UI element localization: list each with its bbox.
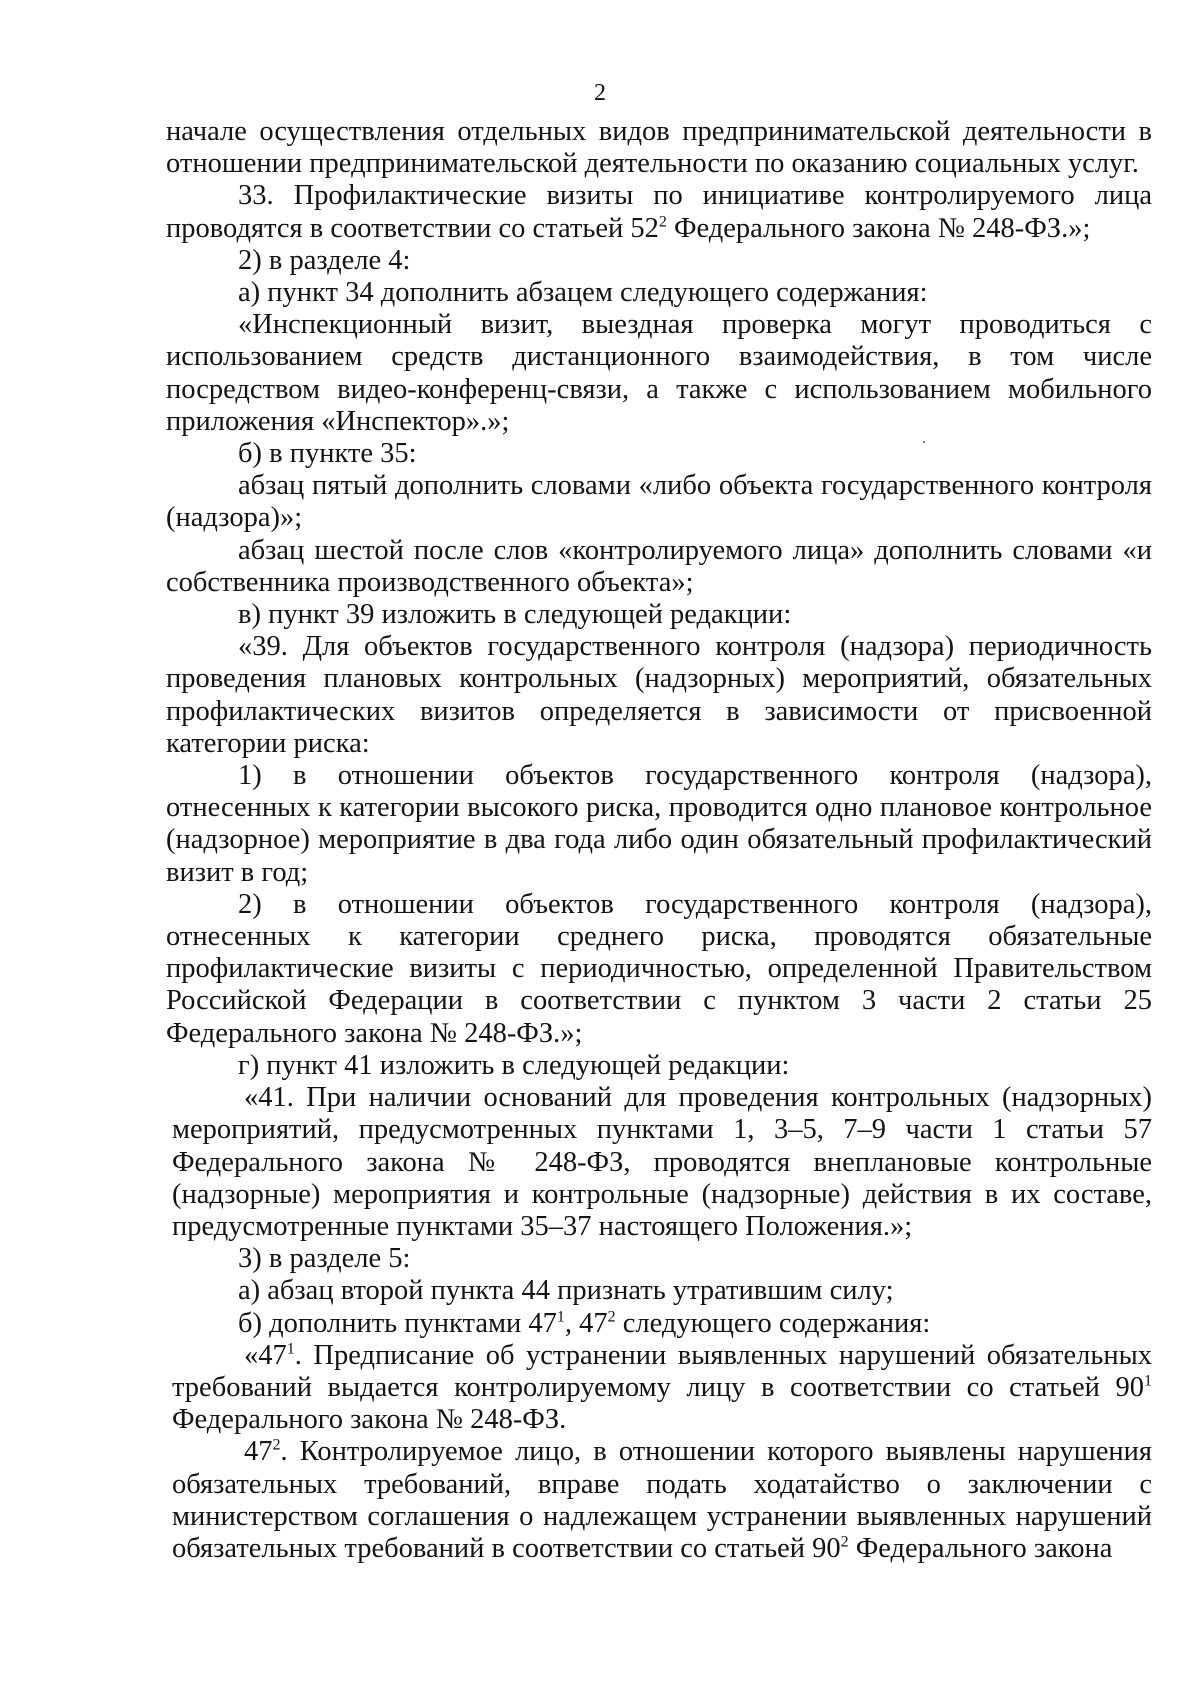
text-run: 47 [244, 1436, 273, 1468]
paragraph-item-41: г) пункт 41 изложить в следующей редакции: [238, 1049, 790, 1081]
paragraph-abzac-6: абзац шестой после слов «контролируемого лица» дополнить словами «и собственника производственного объекта»; [166, 534, 1152, 598]
superscript: 2 [607, 1308, 616, 1326]
text-run: , 47 [564, 1307, 608, 1339]
superscript: 2 [840, 1533, 849, 1551]
text-run: следующего содержания: [615, 1307, 931, 1339]
text-run: 33. Профилактические визиты по инициативе контролируемого лица проводятся в соответствии со статьей 52 [166, 180, 1152, 244]
paragraph-item-33 [166, 180, 1152, 244]
document-body [166, 116, 1152, 1565]
text-run: б) дополнить пунктами 47 [238, 1307, 557, 1339]
paragraph-quote-39: «39. Для объектов государственного контроля (надзора) периодичность проведения плановых контрольных (надзорных) мероприятий, обязательных профилактических визитов определяется в зависимости от присвоенной категории риска: [166, 631, 1152, 759]
paragraph-quote-47-2 [166, 1436, 1152, 1565]
text-run: . Предписание об устранении выявленных нарушений обязательных требований выдается контролируемому лицу в соответствии со статьей 90 [172, 1339, 1152, 1403]
paragraph-item-35: б) в пункте 35: [238, 438, 417, 470]
superscript: 1 [556, 1308, 565, 1326]
paragraph-add-47 [166, 1308, 1152, 1340]
superscript: 2 [658, 213, 667, 231]
text-run: Федерального закона № 248-ФЗ.»; [666, 212, 1091, 244]
text-run: . Контролируемое лицо, в отношении которого выявлены нарушения обязательных требований, вправе подать ходатайство о заключении с министерством соглашения о надлежащем устранении выявленных нарушений обязательных требований в соответствии со статьей 90 [172, 1436, 1152, 1564]
paragraph-item-39: в) пункт 39 изложить в следующей редакции: [238, 599, 792, 631]
paragraph-section-4: 2) в разделе 4: [238, 244, 411, 276]
page-number: 2 [594, 80, 606, 106]
scan-speck [923, 441, 925, 443]
paragraph-subitem-1: 1) в отношении объектов государственного контроля (надзора), отнесенных к категории высокого риска, проводится одно плановое контрольное (надзорное) мероприятие в два года либо один обязательный профилактический визит в год; [166, 760, 1152, 888]
paragraph-quote-41: «41. При наличии оснований для проведения контрольных (надзорных) мероприятий, предусмотренных пунктами 1, 3–5, 7–9 части 1 статьи 57 Федерального закона № 248-ФЗ, проводятся внеплановые контрольные (надзорные) мероприятия и контрольные (надзорные) действия в их составе, предусмотренные пунктами 35–37 настоящего Положения.»; [172, 1082, 1152, 1242]
paragraph-item-34: а) пункт 34 дополнить абзацем следующего содержания: [238, 277, 928, 309]
text-run: «47 [244, 1339, 287, 1371]
superscript: 1 [1144, 1372, 1152, 1390]
paragraph-item-44: а) абзац второй пункта 44 признать утратившим силу; [238, 1275, 894, 1307]
text-run: Федерального закона № 248-ФЗ. [172, 1404, 567, 1436]
paragraph-subitem-2: 2) в отношении объектов государственного контроля (надзора), отнесенных к категории среднего риска, проводятся обязательные профилактические визиты с периодичностью, определенной Правительством Российской Федерации в соответствии с пунктом 3 части 2 статьи 25 Федерального закона № 248-ФЗ.»; [166, 888, 1152, 1049]
paragraph-section-5: 3) в разделе 5: [238, 1243, 411, 1275]
paragraph-abzac-5: абзац пятый дополнить словами «либо объекта государственного контроля (надзора)»; [166, 470, 1152, 534]
superscript: 2 [272, 1436, 281, 1454]
text-run: Федерального закона [848, 1532, 1113, 1564]
superscript: 1 [286, 1340, 295, 1358]
paragraph-quote-inspection: «Инспекционный визит, выездная проверка могут проводиться с использованием средств дистанционного взаимодействия, в том числе посредством видео-конференц-связи, а также с использованием мобильного приложения «Инспектор».»; [166, 309, 1152, 437]
paragraph-continuation: начале осуществления отдельных видов предпринимательской деятельности в отношении предпринимательской деятельности по оказанию социальных услуг. [166, 116, 1152, 180]
paragraph-quote-47-1 [166, 1340, 1152, 1437]
